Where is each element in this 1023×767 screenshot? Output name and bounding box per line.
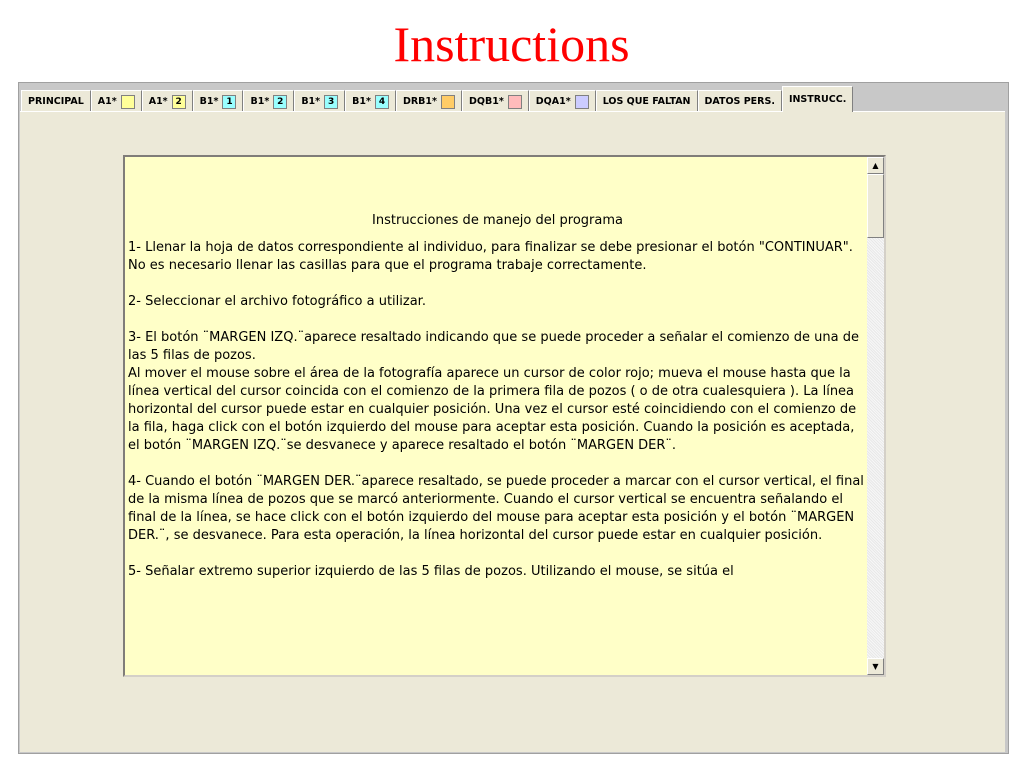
scroll-up-button[interactable]: [867, 157, 884, 174]
tab-color-swatch: 3: [324, 95, 338, 109]
tab-color-swatch: 4: [375, 95, 389, 109]
tab-3[interactable]: [193, 90, 244, 112]
tab-label: A1*: [148, 96, 168, 107]
tab-2[interactable]: [142, 90, 193, 112]
tab-10[interactable]: [596, 90, 698, 112]
tab-12[interactable]: [782, 86, 853, 112]
down-arrow-icon: ▼: [872, 662, 879, 671]
slide-title: Instructions: [393, 16, 630, 72]
tab-label: B1*: [301, 96, 321, 107]
tab-panel: [20, 111, 1005, 752]
tab-label: A1*: [97, 96, 117, 107]
tab-1[interactable]: [91, 90, 142, 112]
tab-7[interactable]: [396, 90, 462, 112]
tab-8[interactable]: [462, 90, 529, 112]
tab-color-swatch: [508, 95, 522, 109]
tab-label: B1*: [352, 96, 371, 107]
tab-label: LOS QUE FALTAN: [602, 96, 691, 107]
tab-label: DRB1*: [402, 96, 437, 107]
tab-4[interactable]: [243, 90, 294, 112]
app-window: [18, 82, 1009, 754]
instructions-paragraphs: [128, 239, 867, 581]
instruction-paragraph: 4- Cuando el botón ¨MARGEN DER.¨aparece resaltado, se puede proceder a marcar con el cursor vertical, el final de la misma línea de pozos que se marcó anteriormente. Cuando el cursor vertical se encuentra señalando el final de la línea, se hace click con el botón izquierdo del mouse para aceptar esta posición y el botón ¨MARGEN DER.¨, se desvanece. Para esta operación, la línea horizontal del cursor puede estar en cualquier posición.: [128, 474, 864, 543]
tab-5[interactable]: [294, 90, 345, 112]
tab-color-swatch: [121, 95, 135, 109]
scroll-thumb[interactable]: [867, 174, 884, 238]
instruction-paragraph: 1- Llenar la hoja de datos correspondiente al individuo, para finalizar se debe presionar el botón "CONTINUAR". No es necesario llenar las casillas para que el programa trabaje correctamente.: [128, 240, 853, 273]
tab-label: DQB1*: [469, 96, 504, 107]
tab-strip: [21, 86, 853, 112]
tab-label: DQA1*: [535, 96, 571, 107]
tab-color-swatch: [441, 95, 455, 109]
tab-0[interactable]: [21, 90, 91, 112]
instructions-textbox[interactable]: [123, 155, 886, 677]
vertical-scrollbar[interactable]: [867, 157, 884, 675]
tab-label: INSTRUCC.: [788, 94, 847, 105]
scroll-down-button[interactable]: [867, 658, 884, 675]
up-arrow-icon: ▲: [872, 161, 879, 170]
tab-label: DATOS PERS.: [704, 96, 775, 107]
instruction-paragraph: 2- Seleccionar el archivo fotográfico a utilizar.: [128, 294, 426, 309]
tab-color-swatch: 1: [222, 95, 236, 109]
tab-6[interactable]: [345, 90, 396, 112]
tab-label: B1*: [250, 96, 270, 107]
instructions-text: [125, 157, 867, 675]
instruction-paragraph: 5- Señalar extremo superior izquierdo de las 5 filas de pozos. Utilizando el mouse, se sitúa el: [128, 564, 734, 579]
instructions-heading: Instrucciones de manejo del programa: [372, 213, 623, 228]
tab-color-swatch: 2: [172, 95, 186, 109]
tab-11[interactable]: [698, 90, 782, 112]
instruction-paragraph: 3- El botón ¨MARGEN IZQ.¨aparece resaltado indicando que se puede proceder a señalar el comienzo de una de las 5 filas de pozos. Al mover el mouse sobre el área de la fotografía aparece un cursor de color rojo; mueva el mouse hasta que la línea vertical del cursor coincida con el comienzo de la primera fila de pozos ( o de otra cualesquiera ). La línea horizontal del cursor puede estar en cualquier posición. Una vez el cursor esté coincidiendo con el comienzo de la fila, haga click con el botón izquierdo del mouse para aceptar esta posición. Cuando la posición es aceptada, el botón ¨MARGEN IZQ.¨se desvanece y aparece resaltado el botón ¨MARGEN DER¨.: [128, 330, 859, 453]
tab-label: B1*: [199, 96, 219, 107]
tab-label: PRINCIPAL: [28, 96, 84, 107]
tab-color-swatch: [575, 95, 589, 109]
tab-9[interactable]: [529, 90, 596, 112]
tab-color-swatch: 2: [273, 95, 287, 109]
